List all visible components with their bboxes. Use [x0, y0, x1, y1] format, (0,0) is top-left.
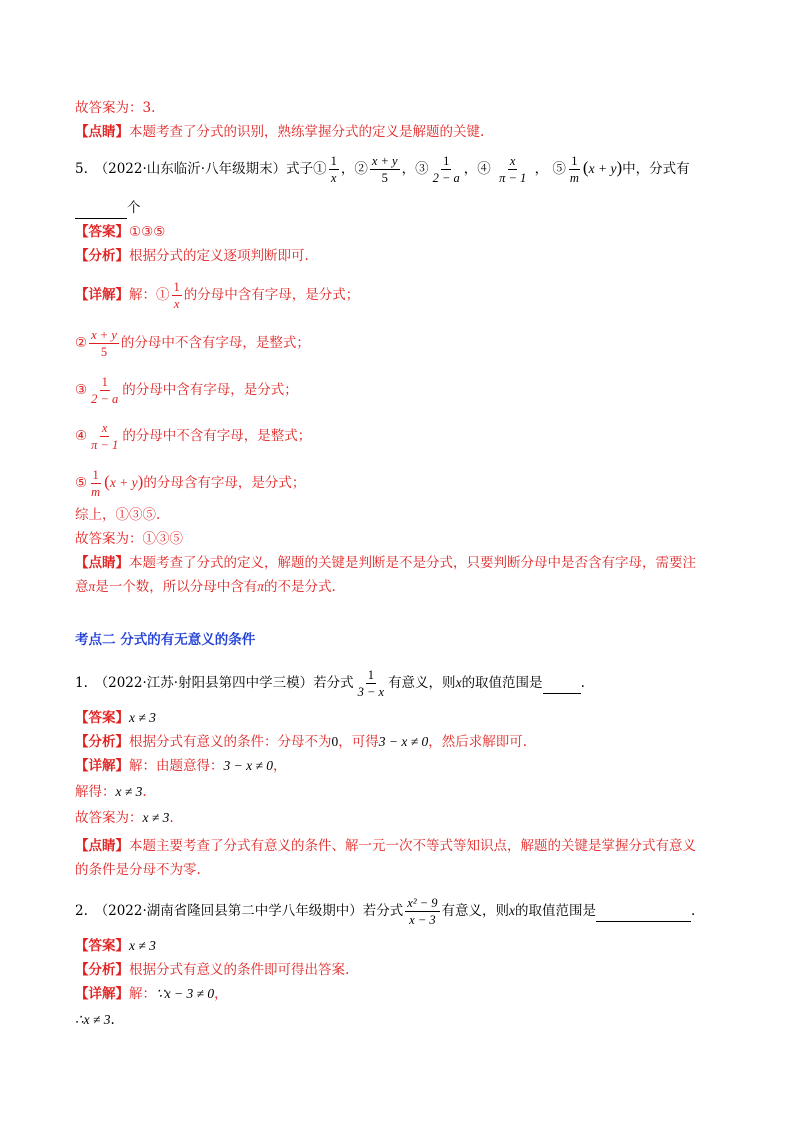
detail-fraction-5	[89, 468, 102, 499]
analysis-tag: 【分析】	[75, 962, 129, 978]
detail-fraction-4	[89, 421, 120, 452]
answer-text: ①③⑤	[129, 224, 166, 240]
separator: ，	[401, 161, 416, 177]
previous-answer-line	[75, 98, 155, 118]
final-end: .	[169, 810, 174, 826]
paren-expression: x + y	[588, 161, 617, 176]
q5-final	[75, 529, 183, 549]
detail-prefix: 解：①	[129, 287, 170, 303]
answer-tag: 【答案】	[75, 224, 129, 240]
detail-text: 的分母中含有字母，是分式；	[122, 382, 298, 398]
fraction-denominator: π − 1	[499, 171, 527, 185]
fraction-numerator: 1	[443, 154, 450, 168]
analysis-tag: 【分析】	[75, 248, 129, 264]
s2q2-conclusion-line	[75, 1010, 115, 1030]
q5-detail-1	[75, 280, 359, 311]
point-text: 的不是分式.	[264, 579, 336, 595]
analysis-expression: 3 − x ≠ 0	[378, 734, 429, 749]
detail-prefix: ②	[75, 335, 88, 351]
variable: x	[509, 903, 516, 918]
conclusion-expression: ∴x ≠ 3	[75, 1012, 111, 1027]
detail-end: ，	[214, 986, 228, 1002]
separator: ，	[340, 161, 355, 177]
s2q1-detail-line	[75, 756, 287, 776]
detail-prefix: ④	[75, 428, 88, 444]
fraction-3	[431, 154, 462, 185]
fraction-denominator: m	[91, 485, 101, 499]
final-answer-text: 故答案为：①③⑤	[75, 531, 183, 547]
fraction-denominator: 5	[100, 345, 108, 359]
fraction-denominator: 2 − a	[432, 171, 460, 185]
detail-fraction-2	[89, 328, 119, 359]
fraction-denominator: x − 3	[409, 913, 436, 927]
left-paren: (	[104, 472, 110, 491]
point-text: 意	[75, 579, 89, 595]
s2q1-final-line	[75, 808, 174, 828]
fraction-numerator: x + y	[371, 154, 398, 168]
detail-tag: 【详解】	[75, 758, 129, 774]
circled-4: ④	[477, 161, 491, 177]
point-text: 是一个数，所以分母中含有	[95, 579, 258, 595]
detail-fraction-1	[172, 280, 182, 311]
right-paren: )	[616, 158, 623, 177]
s2q1-answer-line	[75, 708, 156, 728]
point-tag: 【点睛】	[75, 838, 129, 854]
question-end: .	[691, 903, 696, 919]
previous-answer-text: 故答案为：3.	[75, 100, 156, 116]
answer-tag: 【答案】	[75, 710, 129, 726]
question-suffix: 的取值范围是	[515, 903, 597, 919]
detail-text: 的分母含有字母，是分式；	[143, 475, 306, 491]
question-mid: 有意义，则	[388, 675, 456, 691]
question-end: .	[580, 675, 585, 691]
fraction-numerator: 1	[92, 468, 99, 482]
fraction-numerator: 1	[173, 280, 180, 294]
answer-tag: 【答案】	[75, 938, 129, 954]
fraction-denominator: 5	[381, 171, 388, 185]
circled-3: ③	[415, 161, 429, 177]
answer-math: x ≠ 3	[129, 938, 156, 953]
s2q2-detail-line	[75, 984, 228, 1004]
fraction-denominator: π − 1	[91, 438, 119, 452]
q5-detail-5	[75, 468, 305, 499]
previous-point-line	[75, 122, 484, 142]
q5-detail-4	[75, 421, 311, 452]
question-5-stem	[75, 154, 690, 185]
final-text: 故答案为：	[75, 810, 143, 826]
detail-text: 的分母中不含有字母，是整式；	[120, 335, 310, 351]
circled-2: ②	[354, 161, 368, 177]
question-fraction	[356, 668, 386, 699]
point-text: 本题考查了分式的定义，解题的关键是判断是不是分式，只要判断分母中是否含有字母，需要注	[129, 555, 696, 571]
pi-symbol: π	[88, 579, 96, 594]
analysis-text: 根据分式有意义的条件：分母不为	[129, 734, 332, 750]
detail-expression: 3 − x ≠ 0	[223, 758, 274, 773]
s2-question-1-stem	[75, 668, 585, 699]
fraction-numerator: 1	[101, 375, 108, 389]
question-5-prefix: 5. （2022·山东临沂·八年级期末）式子①	[75, 161, 327, 177]
q5-point-line-1	[75, 553, 696, 573]
analysis-zero: 0	[331, 734, 339, 749]
analysis-text: ，可得	[338, 734, 379, 750]
section-title: 考点二 分式的有无意义的条件	[75, 632, 256, 648]
detail-fraction-3	[89, 375, 120, 406]
fraction-denominator: x	[330, 171, 337, 185]
detail-tag: 【详解】	[75, 287, 129, 303]
s2q1-solve-line	[75, 782, 147, 802]
solve-text: 解得：	[75, 784, 116, 800]
fraction-numerator: x	[101, 421, 108, 435]
fraction-numerator: 1	[571, 154, 578, 168]
s2-question-2-stem	[75, 896, 695, 927]
answer-math: x ≠ 3	[129, 710, 156, 725]
summary-text: 综上，①③⑤.	[75, 507, 161, 523]
q5-summary	[75, 505, 160, 525]
answer-blank	[543, 673, 581, 694]
analysis-tag: 【分析】	[75, 734, 129, 750]
fraction-4	[497, 154, 528, 185]
detail-text: 解：由题意得：	[129, 758, 224, 774]
separator: ，	[463, 161, 478, 177]
q5-answer-line	[75, 222, 165, 242]
fraction-denominator: x	[173, 297, 180, 311]
point-tag: 【点睛】	[75, 124, 129, 140]
question-mid: 有意义，则	[441, 903, 510, 919]
paren-expression: x + y	[109, 475, 138, 490]
answer-blank	[75, 198, 127, 219]
fraction-denominator: 3 − x	[357, 685, 385, 699]
question-5-unit: 个	[127, 200, 141, 216]
question-prefix: 2. （2022·湖南省隆回县第二中学八年级期中）若分式	[75, 903, 404, 919]
s2q1-analysis-line	[75, 732, 527, 752]
detail-text: 的分母中不含有字母，是整式；	[122, 428, 312, 444]
q5-detail-2	[75, 328, 310, 359]
answer-blank	[596, 901, 691, 922]
s2q2-analysis-line	[75, 960, 349, 980]
circled-5: ⑤	[552, 161, 566, 177]
question-suffix: 的取值范围是	[461, 675, 543, 691]
analysis-text: 根据分式的定义逐项判断即可.	[129, 248, 309, 264]
fraction-denominator: m	[569, 171, 579, 185]
fraction-2	[370, 154, 400, 185]
fraction-numerator: 1	[330, 154, 337, 168]
point-tag: 【点睛】	[75, 555, 129, 571]
point-text: 的条件是分母不为零.	[75, 862, 201, 878]
fraction-numerator: x	[509, 154, 516, 168]
fraction-numerator: x² − 9	[407, 896, 438, 910]
s2q2-answer-line	[75, 936, 156, 956]
question-5-blank-line	[75, 198, 141, 219]
solve-expression: x ≠ 3	[115, 784, 143, 799]
q5-detail-3	[75, 375, 298, 406]
fraction-denominator: 2 − a	[91, 392, 119, 406]
detail-tag: 【详解】	[75, 986, 129, 1002]
point-text: 本题考查了分式的识别，熟练掌握分式的定义是解题的关键.	[129, 124, 485, 140]
detail-end: ，	[273, 758, 287, 774]
analysis-text: ，然后求解即可.	[428, 734, 528, 750]
detail-expression: ∵x − 3 ≠ 0	[156, 986, 215, 1001]
solve-end: .	[142, 784, 147, 800]
question-fraction	[405, 896, 439, 927]
s2q1-point-line-1	[75, 836, 696, 856]
right-paren: )	[137, 472, 144, 491]
fraction-5	[568, 154, 581, 185]
variable: x	[455, 675, 462, 690]
detail-prefix: ⑤	[75, 475, 88, 491]
detail-text: 解：	[129, 986, 156, 1002]
separator: ，	[534, 161, 549, 177]
q5-analysis-line	[75, 246, 309, 266]
fraction-numerator: x + y	[91, 328, 117, 342]
question-5-suffix: 中，分式有	[622, 161, 690, 177]
detail-text: 的分母中含有字母，是分式；	[183, 287, 360, 303]
left-paren: (	[582, 158, 589, 177]
analysis-text: 根据分式有意义的条件即可得出答案.	[129, 962, 350, 978]
final-expression: x ≠ 3	[142, 810, 170, 825]
pi-symbol: π	[257, 579, 265, 594]
q5-point-line-2	[75, 577, 336, 597]
s2q1-point-line-2	[75, 860, 201, 880]
fraction-1	[329, 154, 339, 185]
detail-prefix: ③	[75, 382, 88, 398]
section-heading	[75, 630, 255, 650]
question-prefix: 1. （2022·江苏·射阳县第四中学三模）若分式	[75, 675, 354, 691]
point-text: 本题主要考查了分式有意义的条件、解一元一次不等式等知识点，解题的关键是掌握分式有意义	[129, 838, 696, 854]
conclusion-end: .	[110, 1012, 115, 1028]
fraction-numerator: 1	[367, 668, 374, 682]
